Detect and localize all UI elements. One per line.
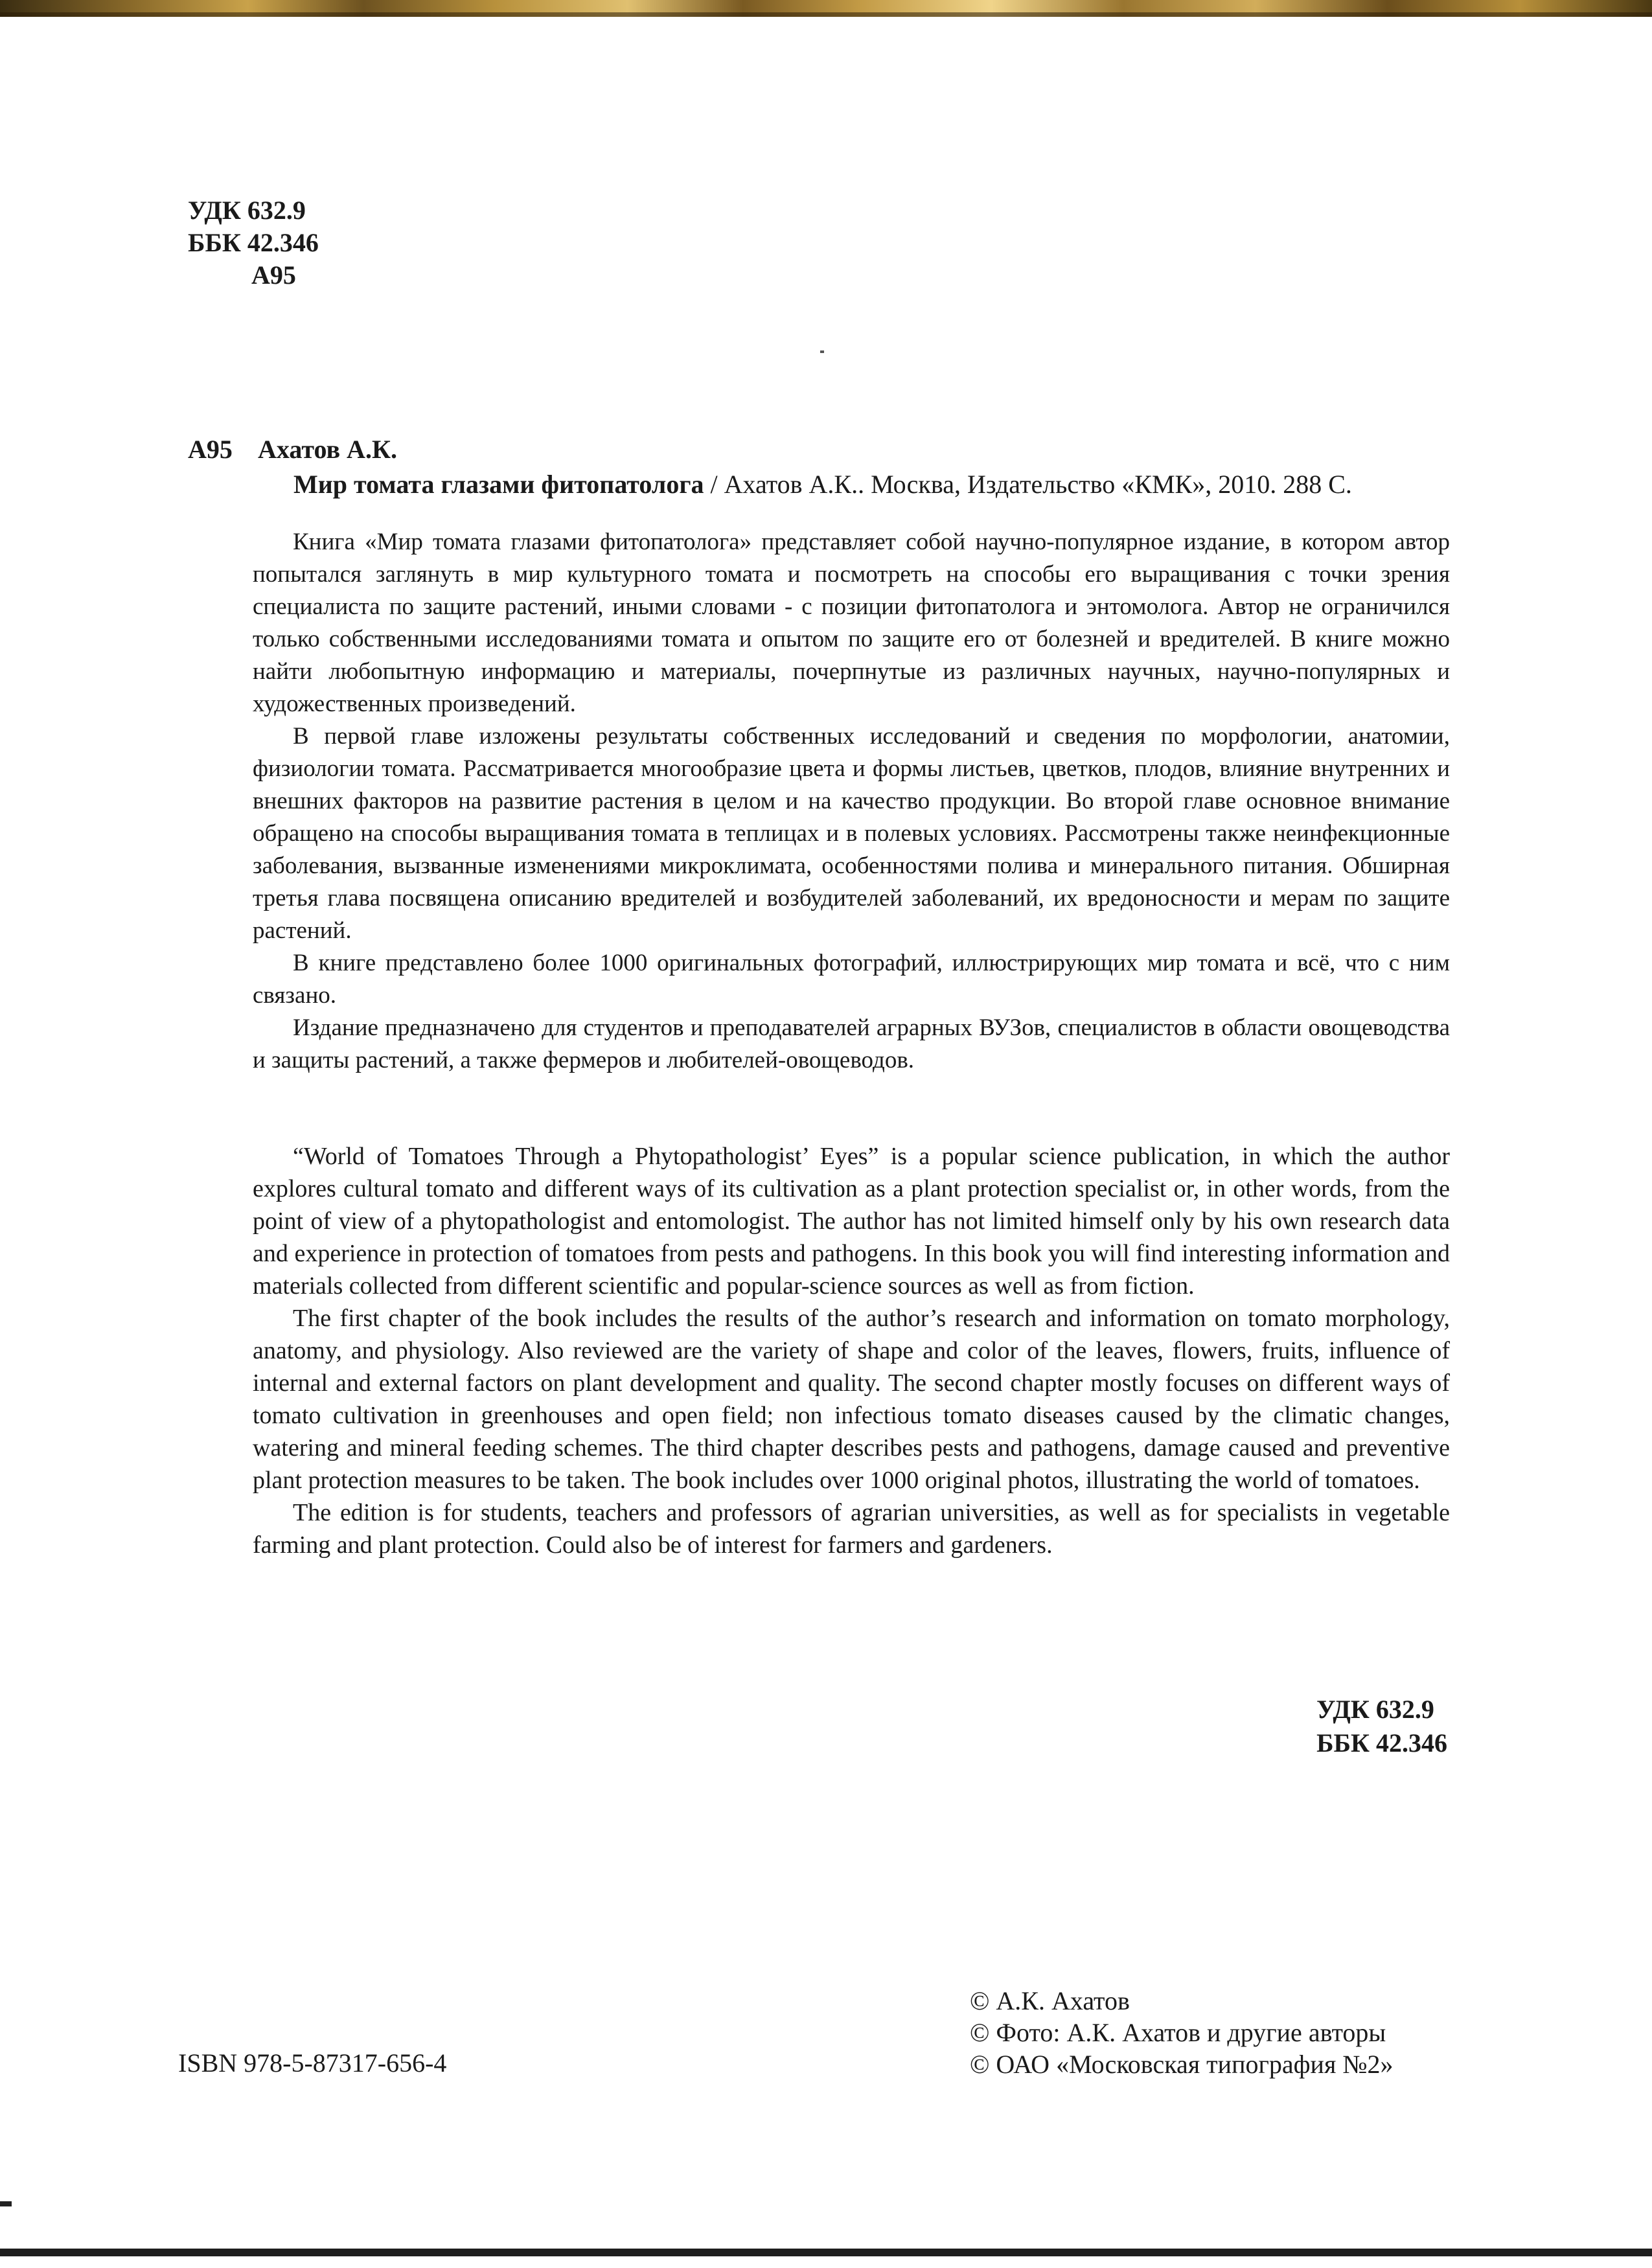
- abstract-en-paragraph: The first chapter of the book includes the results of the author’s research and information on tomato morphology, anatomy, and physiology. Also reviewed are the variety of shape and color of the leaves, flowers, fruits, influence of internal and external factors on plant development and quality. The second chapter mostly focuses on different ways of tomato cultivation in greenhouses and open field; non infectious tomato diseases caused by the climatic changes, watering and mineral feeding schemes. The third chapter describes pests and pathogens, damage caused and preventive plant protection measures to be taken. The book includes over 1000 original photos, illustrating the world of tomatoes.: [253, 1305, 1450, 1494]
- footer-bbk-code: ББК 42.346: [1316, 1728, 1447, 1758]
- bottom-rule: [0, 2249, 1652, 2256]
- abstract-en-paragraph: “World of Tomatoes Through a Phytopathologist’ Eyes” is a popular science publication, in which the author explores cultural tomato and different ways of its cultivation as a plant protection specialist or, in other words, from the point of view of a phytopathologist and entomologist. The author has not limited himself only by his own research data and experience in protection of tomatoes from pests and pathogens. In this book you will find interesting information and materials collected from different scientific and popular-science sources as well as from fiction.: [253, 1143, 1450, 1300]
- abstract-english: [253, 1140, 1450, 1561]
- bbk-code: ББК 42.346: [188, 228, 319, 257]
- abstract-ru-paragraph: В первой главе изложены результаты собственных исследований и сведения по морфологии, анатомии, физиологии томата. Рассматривается многообразие цвета и формы листьев, цветков, плодов, влияние внутренних и внешних факторов на развитие растения в целом и на качество продукции. Во второй главе основное внимание обращено на способы выращивания томата в теплицах и в полевых условиях. Рассмотрены также неинфекционные заболевания, вызванные изменениями микроклимата, особенностями полива и минерального питания. Обширная третья глава посвящена описанию вредителей и возбудителей заболеваний, их вредоносности и мерам по защите растений.: [253, 723, 1450, 944]
- author-mark: А95: [251, 260, 296, 290]
- isbn: ISBN 978-5-87317-656-4: [178, 2048, 447, 2078]
- copyright-line: © Фото: А.К. Ахатов и другие авторы: [970, 2018, 1386, 2047]
- abstract-ru-paragraph: Издание предназначено для студентов и преподавателей аграрных ВУЗов, специалистов в области овощеводства и защиты растений, а также фермеров и любителей-овощеводов.: [253, 1014, 1450, 1073]
- book-title: Мир томата глазами фитопатолога: [293, 470, 704, 499]
- classification-footer: [1316, 1693, 1447, 1760]
- abstract-ru-paragraph: Книга «Мир томата глазами фитопатолога» представляет собой научно-популярное издание, в котором автор попытался заглянуть в мир культурного томата и посмотреть на способы его выращивания с точки зрения специалиста по защите растений, иными словами - с позиции фитопатолога и энтомолога. Автор не ограничился только собственными исследованиями томата и опытом по защите его от болезней и вредителей. В книге можно найти любопытную информацию и материалы, почерпнутые из различных научных, научно-популярных и художественных произведений.: [253, 529, 1450, 717]
- margin-mark: [0, 2201, 12, 2206]
- bib-title-line: [188, 467, 1458, 502]
- bib-author: Ахатов А.К.: [258, 435, 397, 464]
- copyright-line: © А.К. Ахатов: [970, 1986, 1130, 2015]
- abstract-ru-paragraph: В книге представлено более 1000 оригинальных фотографий, иллюстрирующих мир томата и всё, что с ним связано.: [253, 950, 1450, 1009]
- copyright-line: © ОАО «Московская типография №2»: [970, 2050, 1394, 2079]
- bib-author-mark: А95: [188, 435, 233, 464]
- scan-speck: [820, 350, 824, 353]
- footer-udk-code: УДК 632.9: [1316, 1695, 1434, 1724]
- top-decorative-band: [0, 0, 1652, 17]
- abstract-russian: [253, 526, 1450, 1077]
- bib-details: / Ахатов А.К.. Москва, Издательство «КМК», 2010. 288 С.: [704, 470, 1352, 499]
- udk-code: УДК 632.9: [188, 196, 306, 225]
- abstract-en-paragraph: The edition is for students, teachers and professors of agrarian universities, as well as for specialists in vegetable farming and plant protection. Could also be of interest for farmers and gardeners.: [253, 1499, 1450, 1559]
- copyright-block: [970, 1985, 1394, 2080]
- classification-header: [188, 194, 319, 292]
- bibliographic-entry: [188, 432, 1458, 502]
